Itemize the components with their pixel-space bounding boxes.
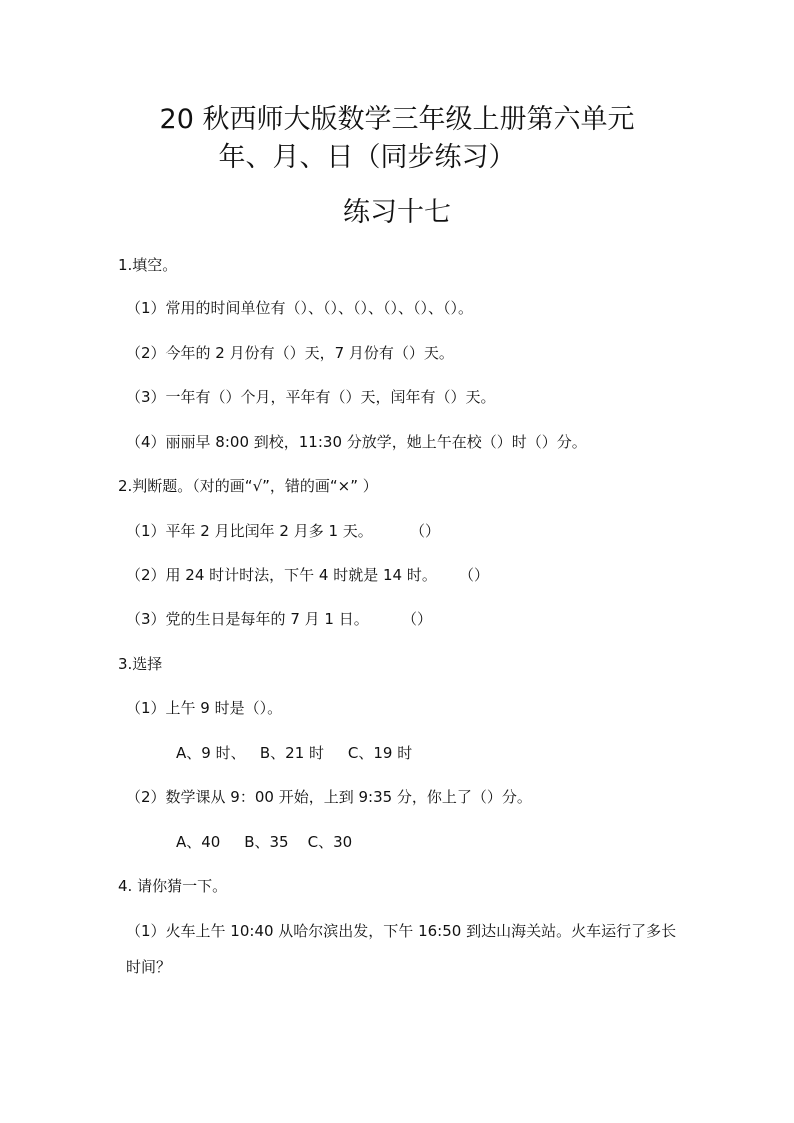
section-4-question-1: （1）火车上午 10:40 从哈尔滨出发，下午 16:50 到达山海关站。火车运行了多长时间？ bbox=[126, 922, 677, 976]
question-text: （1）平年 2 月比闰年 2 月多 1 天。 bbox=[126, 522, 373, 540]
section-4-heading: 4. 请你猜一下。 bbox=[118, 877, 228, 895]
title-line-3: 练习十七 bbox=[343, 197, 451, 228]
section-3-question-1: （1）上午 9 时是（）。 bbox=[126, 699, 283, 717]
section-1-question-4: （4）丽丽早 8:00 到校，11:30 分放学，她上午在校（）时（）分。 bbox=[126, 433, 587, 451]
section-2-question-1 bbox=[126, 520, 373, 542]
title-line-2: 年、月、日（同步练习） bbox=[218, 142, 516, 173]
section-3-heading: 3.选择 bbox=[118, 655, 163, 673]
question-text: （3）党的生日是每年的 7 月 1 日。 bbox=[126, 610, 369, 628]
section-1-question-1: （1）常用的时间单位有（）、（）、（）、（）、（）、（）。 bbox=[126, 299, 474, 317]
answer-blank: （） bbox=[402, 610, 433, 628]
section-3-question-2: （2）数学课从 9：00 开始，上到 9:35 分，你上了（）分。 bbox=[126, 788, 532, 806]
section-2-question-2 bbox=[126, 564, 437, 586]
title-line-1: 20 秋西师大版数学三年级上册第六单元 bbox=[159, 104, 635, 135]
section-2-heading: 2.判断题。（对的画“√”，错的画“×” ） bbox=[118, 477, 378, 495]
answer-blank: （） bbox=[459, 566, 490, 584]
answer-blank: （） bbox=[410, 522, 441, 540]
section-3-question-2-options: A、40 B、35 C、30 bbox=[176, 833, 353, 851]
section-1-question-3: （3）一年有（）个月，平年有（）天，闰年有（）天。 bbox=[126, 388, 496, 406]
section-1-heading: 1.填空。 bbox=[118, 256, 178, 274]
question-text: （2）用 24 时计时法，下午 4 时就是 14 时。 bbox=[126, 566, 437, 584]
section-3-question-1-options: A、9 时、 B、21 时 C、19 时 bbox=[176, 744, 413, 762]
section-2-question-3 bbox=[126, 608, 369, 630]
section-1-question-2: （2）今年的 2 月份有（）天，7 月份有（）天。 bbox=[126, 344, 454, 362]
